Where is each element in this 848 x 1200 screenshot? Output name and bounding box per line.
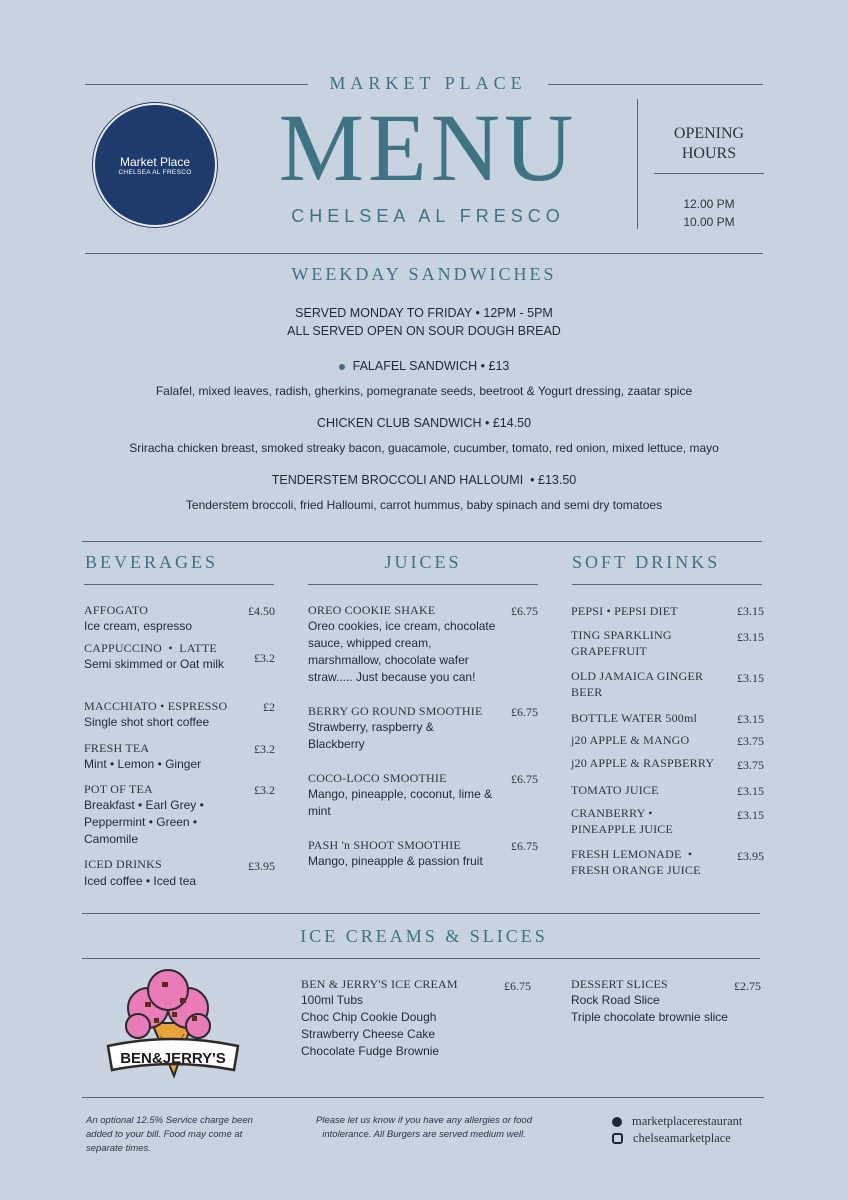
beverages-title: BEVERAGES	[85, 552, 219, 572]
soft-drinks-title: SOFT DRINKS	[572, 552, 721, 572]
sandwich-item-chicken-club: CHICKEN CLUB SANDWICH • £14.50	[316, 416, 532, 430]
dessert-slices-name: DESSERT SLICES	[571, 977, 668, 991]
soft-drink-name: TOMATO JUICE	[571, 783, 659, 797]
flavour-line: Choc Chip Cookie Dough	[301, 1010, 437, 1024]
juice-desc: Mango, pineapple & passion fruit	[308, 854, 483, 868]
top-label: MARKET PLACE	[329, 73, 527, 93]
open-time: 12.00 PM	[683, 197, 735, 211]
soft-drink-price: £3.15	[737, 630, 764, 644]
ben-and-jerrys-logo	[100, 968, 245, 1080]
facebook-link[interactable]	[612, 1114, 742, 1129]
juice-price: £6.75	[511, 839, 538, 853]
juices-title: JUICES	[384, 552, 462, 572]
opening-hours-title	[650, 124, 768, 164]
juices-rule	[308, 584, 538, 585]
sandwich-name: FALAFEL SANDWICH • £13	[352, 359, 510, 373]
instagram-handle: chelseamarketplace	[633, 1131, 731, 1145]
brand-logo-text: BEN&JERRY'S	[120, 1050, 226, 1067]
market-place-logo	[93, 103, 217, 227]
opening-rule	[654, 173, 764, 174]
facebook-icon	[612, 1117, 622, 1127]
soft-drink-name: OLD JAMAICA GINGER BEER	[571, 669, 704, 699]
sandwiches-title: WEEKDAY SANDWICHES	[291, 264, 557, 284]
juice-desc: Mango, pineapple, coconut, lime & mint	[308, 787, 493, 818]
soft-drink-price: £3.15	[737, 808, 764, 822]
section-rule	[82, 541, 762, 542]
beverage-name: ICED DRINKS	[84, 857, 162, 871]
beverage-price: £3.2	[254, 651, 275, 665]
sandwich-item-broccoli: TENDERSTEM BROCCOLI AND HALLOUMI • £13.50	[271, 473, 577, 487]
beverage-desc: Breakfast • Earl Grey • Peppermint • Green • Camomile	[84, 798, 204, 846]
footer-rule	[82, 1097, 764, 1098]
soft-drink-price: £3.15	[737, 604, 764, 618]
beverage-price: £2	[263, 700, 275, 714]
beverages-rule	[84, 584, 274, 585]
sandwiches-info-2: ALL SERVED OPEN ON SOUR DOUGH BREAD	[287, 324, 561, 338]
instagram-icon	[612, 1133, 623, 1144]
slice-line: Rock Road Slice	[571, 993, 660, 1007]
beverage-price: £3.95	[248, 859, 275, 873]
header-rule-left	[85, 84, 308, 85]
soft-drink-name: PEPSI • PEPSI DIET	[571, 604, 678, 618]
juice-price: £6.75	[511, 604, 538, 618]
soft-drink-name: TING SPARKLING GRAPEFRUIT	[571, 628, 672, 658]
juice-name: OREO COOKIE SHAKE	[308, 603, 436, 617]
header-divider	[637, 99, 638, 229]
juice-price: £6.75	[511, 772, 538, 786]
opening-title-line-2: HOURS	[681, 145, 737, 162]
header-rule-right	[548, 84, 763, 85]
header-bottom-rule	[85, 253, 763, 254]
beverage-name: MACCHIATO • ESPRESSO	[84, 699, 228, 713]
instagram-link[interactable]	[612, 1131, 731, 1146]
flavour-line: 100ml Tubs	[301, 993, 364, 1007]
soft-drink-price: £3.95	[737, 849, 764, 863]
sandwich-desc: Sriracha chicken breast, smoked streaky bacon, guacamole, cucumber, tomato, red onion, mixed lettuce, mayo	[129, 441, 719, 455]
allergy-note: Please let us know if you have any allergies or food intolerance. All Burgers are served medium well.	[316, 1115, 532, 1140]
soft-drink-price: £3.15	[737, 712, 764, 726]
soft-drink-name: j20 APPLE & MANGO	[571, 733, 690, 747]
juice-price: £6.75	[511, 705, 538, 719]
beverage-name: CAPPUCCINO • LATTE	[84, 641, 217, 655]
dessert-slices-price: £2.75	[734, 979, 761, 993]
juice-desc: Strawberry, raspberry & Blackberry	[308, 720, 434, 751]
soft-drink-price: £3.75	[737, 734, 764, 748]
bullet-icon	[339, 364, 345, 370]
beverage-name: POT OF TEA	[84, 782, 153, 796]
opening-title-line-1: OPENING	[673, 125, 745, 142]
sandwich-desc: Tenderstem broccoli, fried Halloumi, carrot hummus, baby spinach and semi dry tomatoes	[185, 498, 663, 512]
sandwich-item-falafel	[85, 359, 763, 373]
ice-cream-price: £6.75	[504, 979, 531, 993]
ice-cream-flavours	[301, 992, 481, 1060]
logo-line-2: CHELSEA AL FRESCO	[118, 168, 192, 176]
juice-name: BERRY GO ROUND SMOOTHIE	[308, 704, 483, 718]
sandwiches-info-1: SERVED MONDAY TO FRIDAY • 12PM - 5PM	[295, 306, 553, 320]
ice-creams-rule	[82, 958, 760, 959]
beverage-price: £4.50	[248, 604, 275, 618]
flavour-line: Strawberry Cheese Cake	[301, 1027, 436, 1041]
beverage-desc: Mint • Lemon • Ginger	[84, 757, 202, 771]
soft-drink-name: BOTTLE WATER 500ml	[571, 711, 698, 725]
beverage-price: £3.2	[254, 742, 275, 756]
dessert-slices-list	[571, 992, 761, 1026]
juice-name: PASH 'n SHOOT SMOOTHIE	[308, 838, 461, 852]
logo-line-1: Market Place	[119, 154, 191, 169]
soft-drink-name: j20 APPLE & RASPBERRY	[571, 756, 715, 770]
opening-times	[650, 195, 768, 231]
beverage-desc: Single shot short coffee	[84, 715, 210, 729]
beverage-name: AFFOGATO	[84, 603, 149, 617]
soft-drinks-rule	[572, 584, 762, 585]
flavour-line: Chocolate Fudge Brownie	[301, 1044, 440, 1058]
soft-drink-name: FRESH LEMONADE • FRESH ORANGE JUICE	[571, 847, 701, 877]
slice-line: Triple chocolate brownie slice	[571, 1010, 728, 1024]
beverage-desc: Ice cream, espresso	[84, 619, 193, 633]
soft-drink-price: £3.15	[737, 784, 764, 798]
juice-desc: Oreo cookies, ice cream, chocolate sauce, whipped cream, marshmallow, chocolate wafer straw..... Just because you can!	[308, 619, 496, 684]
section-rule	[82, 913, 760, 914]
subtitle: CHELSEA AL FRESCO	[291, 206, 565, 226]
beverage-desc: Semi skimmed or Oat milk	[84, 657, 225, 671]
service-charge-note: An optional 12.5% Service charge been added to your bill. Food may come at separate times.	[86, 1115, 253, 1154]
soft-drink-name: CRANBERRY • PINEAPPLE JUICE	[571, 806, 674, 836]
sandwich-desc: Falafel, mixed leaves, radish, gherkins, pomegranate seeds, beetroot & Yogurt dressing, zaatar spice	[155, 384, 693, 398]
facebook-handle: marketplacerestaurant	[632, 1114, 743, 1128]
beverage-name: FRESH TEA	[84, 741, 150, 755]
soft-drink-price: £3.75	[737, 758, 764, 772]
ice-creams-title: ICE CREAMS & SLICES	[300, 926, 548, 946]
ice-cream-name: BEN & JERRY'S ICE CREAM	[301, 977, 458, 991]
juice-name: COCO-LOCO SMOOTHIE	[308, 771, 447, 785]
close-time: 10.00 PM	[683, 215, 735, 229]
soft-drink-price: £3.15	[737, 671, 764, 685]
page-title: MENU	[278, 94, 578, 201]
sandwiches-info	[85, 304, 763, 340]
beverage-price: £3.2	[254, 783, 275, 797]
beverage-desc: Iced coffee • Iced tea	[84, 874, 197, 888]
